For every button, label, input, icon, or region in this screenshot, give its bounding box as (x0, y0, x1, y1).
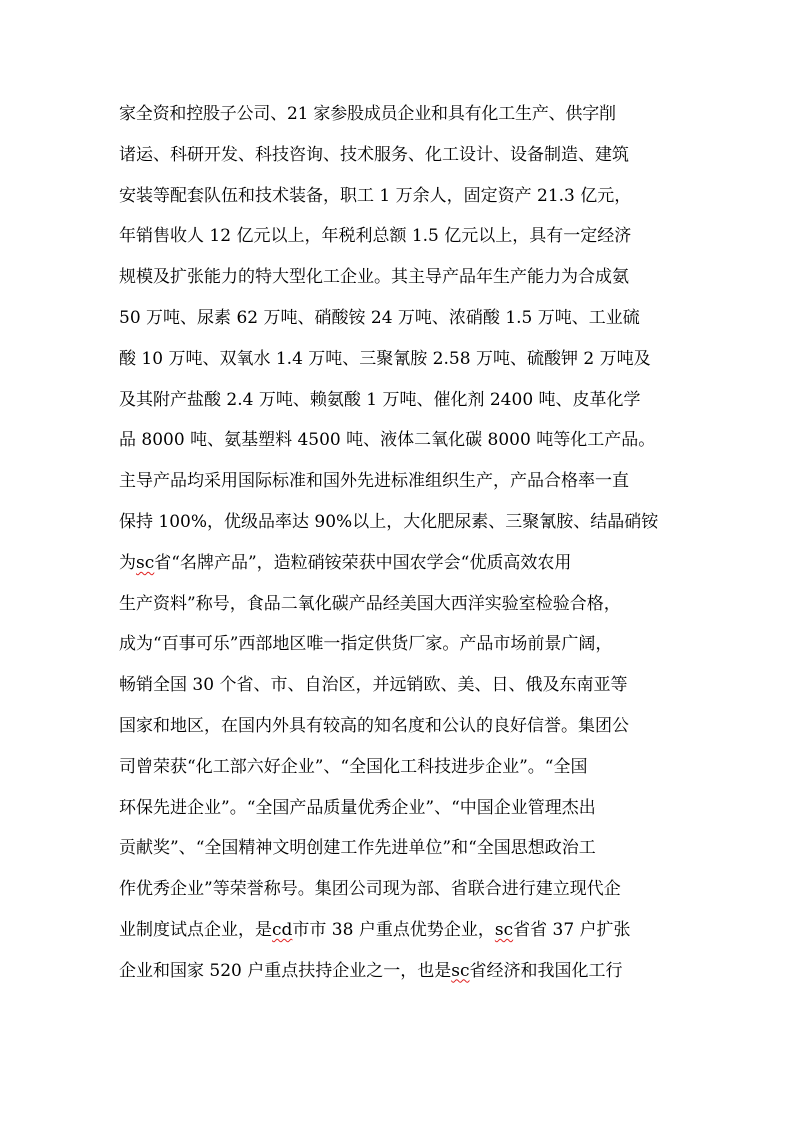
text-line: 贡献奖”、“全国精神文明创建工作先进单位”和“全国思想政治工 (119, 838, 596, 859)
text-line: 品 8000 吨、氨基塑料 4500 吨、液体二氧化碳 8000 吨等化工产品。 (119, 430, 656, 451)
text-line: 及其附产盐酸 2.4 万吨、赖氨酸 1 万吨、催化剂 2400 吨、皮革化学 (119, 389, 641, 410)
text-line: 国家和地区，在国内外具有较高的知名度和公认的良好信誉。集团公 (119, 715, 629, 736)
text-line: 环保先进企业”。“全国产品质量优秀企业”、“中国企业管理杰出 (119, 797, 596, 818)
text-line: 诸运、科研开发、科技咨询、技术服务、化工设计、设备制造、建筑 (119, 144, 629, 165)
text-span: 市市 38 户重点优势企业， (292, 919, 495, 940)
text-line (119, 910, 679, 951)
text-line (119, 951, 679, 992)
text-line: 畅销全国 30 个省、市、自治区，并远销欧、美、日、俄及东南亚等 (119, 675, 628, 696)
body-text (119, 94, 679, 992)
text-line: 生产资料”称号，食品二氧化碳产品经美国大西洋实验室检验合格， (119, 593, 621, 614)
spellcheck-word: sc (494, 919, 514, 940)
text-line: 保持 100%，优级品率达 90%以上，大化肥尿素、三聚氰胺、结晶硝铵 (119, 511, 659, 532)
text-span: 企业和国家 520 户重点扶持企业之一，也是 (119, 960, 452, 981)
text-line: 主导产品均采用国际标准和国外先进标准组织生产，产品合格率一直 (119, 471, 629, 492)
text-line: 司曾荣获“化工部六好企业”、“全国化工科技进步企业”。“全国 (119, 756, 588, 777)
text-line: 成为“百事可乐”西部地区唯一指定供货厂家。产品市场前景广阔， (119, 634, 613, 655)
text-span: 业制度试点企业，是 (119, 919, 272, 940)
text-line: 酸 10 万吨、双氧水 1.4 万吨、三聚氰胺 2.58 万吨、硫酸钾 2 万吨及 (119, 348, 651, 369)
text-line: 50 万吨、尿素 62 万吨、硝酸铵 24 万吨、浓硝酸 1.5 万吨、工业硫 (119, 307, 640, 328)
text-span: 省省 37 户扩张 (513, 919, 631, 940)
text-span: 为 (119, 552, 136, 573)
text-line: 年销售收人 12 亿元以上，年税利总额 1.5 亿元以上，具有一定经济 (119, 226, 632, 247)
spellcheck-word: sc (136, 552, 155, 573)
text-line: 家全资和控股子公司、21 家参股成员企业和具有化工生产、供字削 (119, 104, 616, 124)
text-line: 安装等配套队伍和技术装备，职工 1 万余人，固定资产 21.3 亿元， (119, 185, 632, 206)
text-line (119, 543, 679, 584)
text-span: 省经济和我国化工行 (469, 960, 623, 981)
text-span: 省“名牌产品”，造粒硝铵荣获中国农学会“优质高效农用 (154, 552, 572, 573)
spellcheck-word: cd (272, 919, 293, 940)
text-line: 规模及扩张能力的特大型化工企业。其主导产品年生产能力为合成氨 (119, 267, 629, 288)
text-line: 作优秀企业”等荣誉称号。集团公司现为部、省联合进行建立现代企 (119, 879, 621, 900)
spellcheck-word: sc (451, 960, 470, 981)
